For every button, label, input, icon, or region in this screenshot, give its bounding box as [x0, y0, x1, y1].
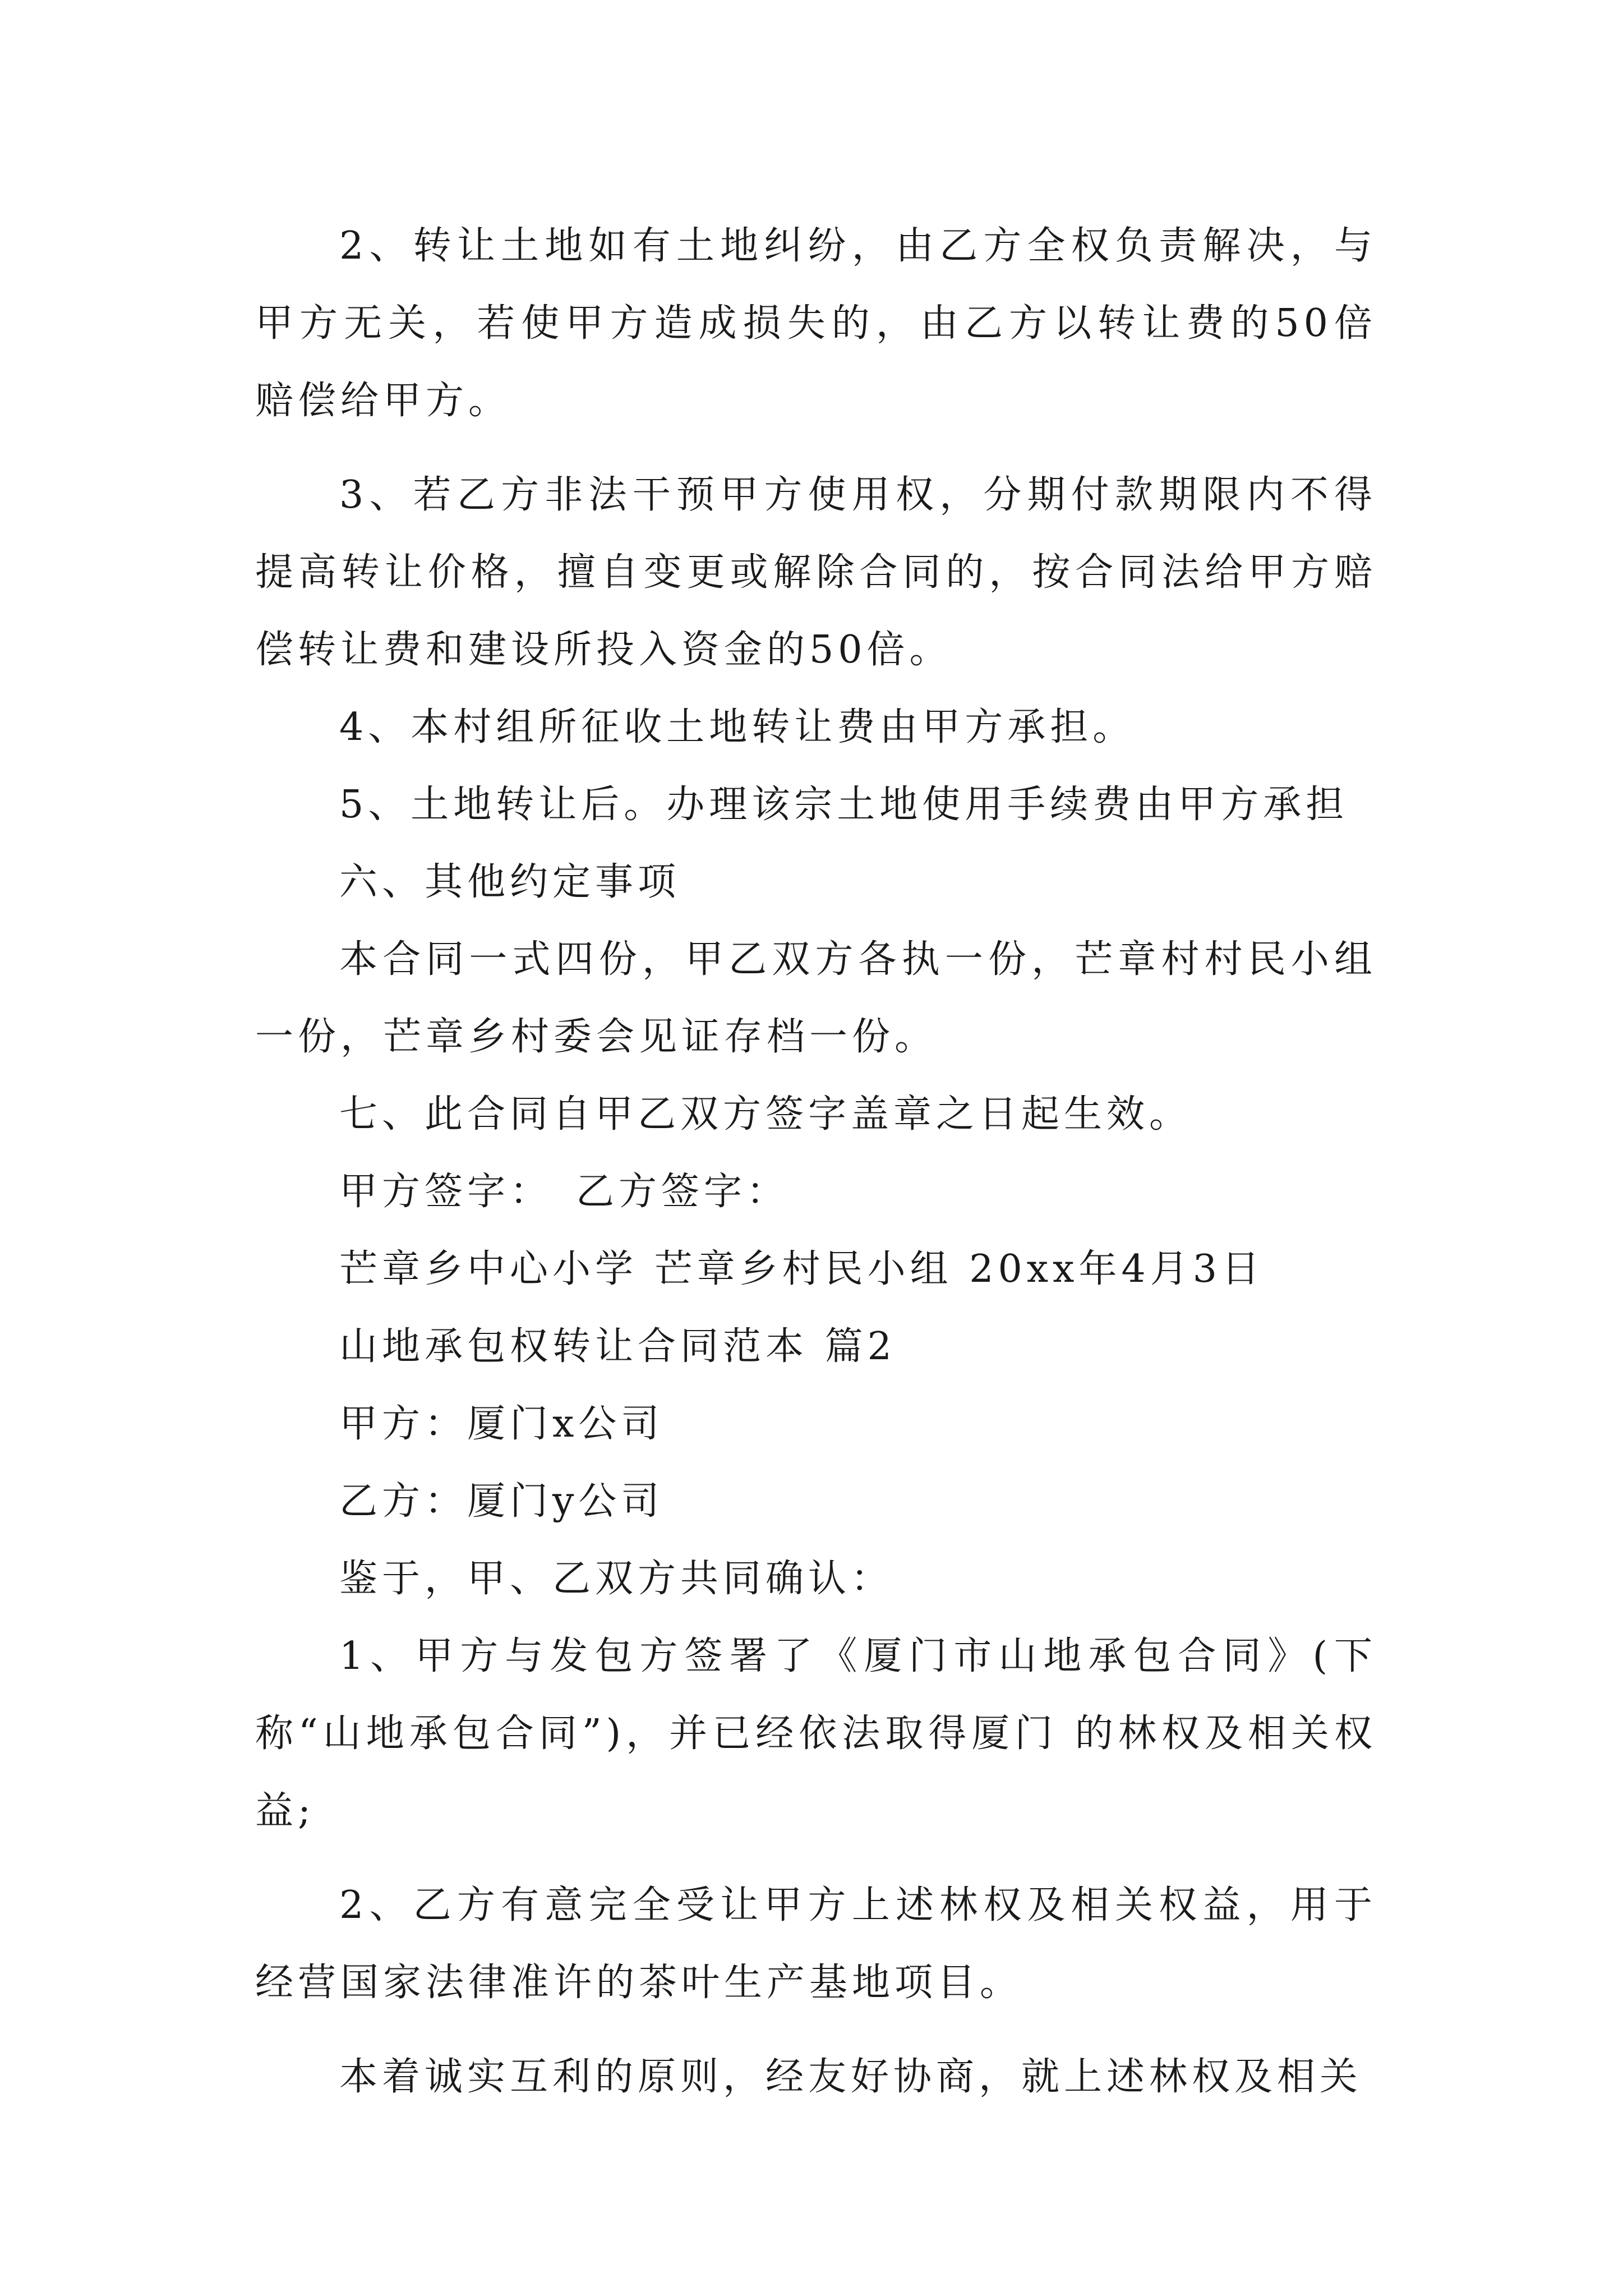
party-b: 乙方：厦门y公司 [339, 1479, 664, 1524]
party-a: 甲方：厦门x公司 [339, 1402, 664, 1446]
copies-paragraph: 本合同一式四份，甲乙双方各执一份，芒章村村民小组一份，芒章乡村委会见证存档一份。 [255, 937, 1377, 1059]
clause-4: 4、本村组所征收土地转让费由甲方承担。 [339, 705, 1136, 749]
recital-1: 1、甲方与发包方签署了《厦门市山地承包合同》(下称“山地承包合同”)，并已经依法取得厦门 的林权及相关权益; [255, 1634, 1377, 1833]
clause-5: 5、土地转让后。办理该宗土地使用手续费由甲方承担 [339, 783, 1349, 827]
section-heading-other-terms: 六、其他约定事项 [339, 860, 681, 904]
effective-clause: 七、此合同自甲乙双方签字盖章之日起生效。 [339, 1092, 1192, 1137]
principle-line: 本着诚实互利的原则，经友好协商，就上述林权及相关 [339, 2055, 1363, 2099]
clause-3: 3、若乙方非法干预甲方使用权，分期付款期限内不得提高转让价格，擅自变更或解除合同的，按合同法给甲方赔偿转让费和建设所投入资金的50倍。 [255, 473, 1377, 672]
whereas-line: 鉴于，甲、乙双方共同确认： [339, 1557, 894, 1601]
recital-2: 2、乙方有意完全受让甲方上述林权及相关权益，用于经营国家法律准许的茶叶生产基地项目。 [255, 1883, 1377, 2005]
signature-line: 甲方签字： 乙方签字： [339, 1170, 790, 1214]
clause-2: 2、转让土地如有土地纠纷，由乙方全权负责解决，与甲方无关，若使甲方造成损失的，由乙方以转让费的50倍赔偿给甲方。 [255, 224, 1377, 423]
document-body [255, 208, 1377, 2116]
signatories-date-line: 芒章乡中心小学 芒章乡村民小组 20xx年4月3日 [339, 1247, 1264, 1291]
section-title-part-2: 山地承包权转让合同范本 篇2 [339, 1324, 896, 1369]
